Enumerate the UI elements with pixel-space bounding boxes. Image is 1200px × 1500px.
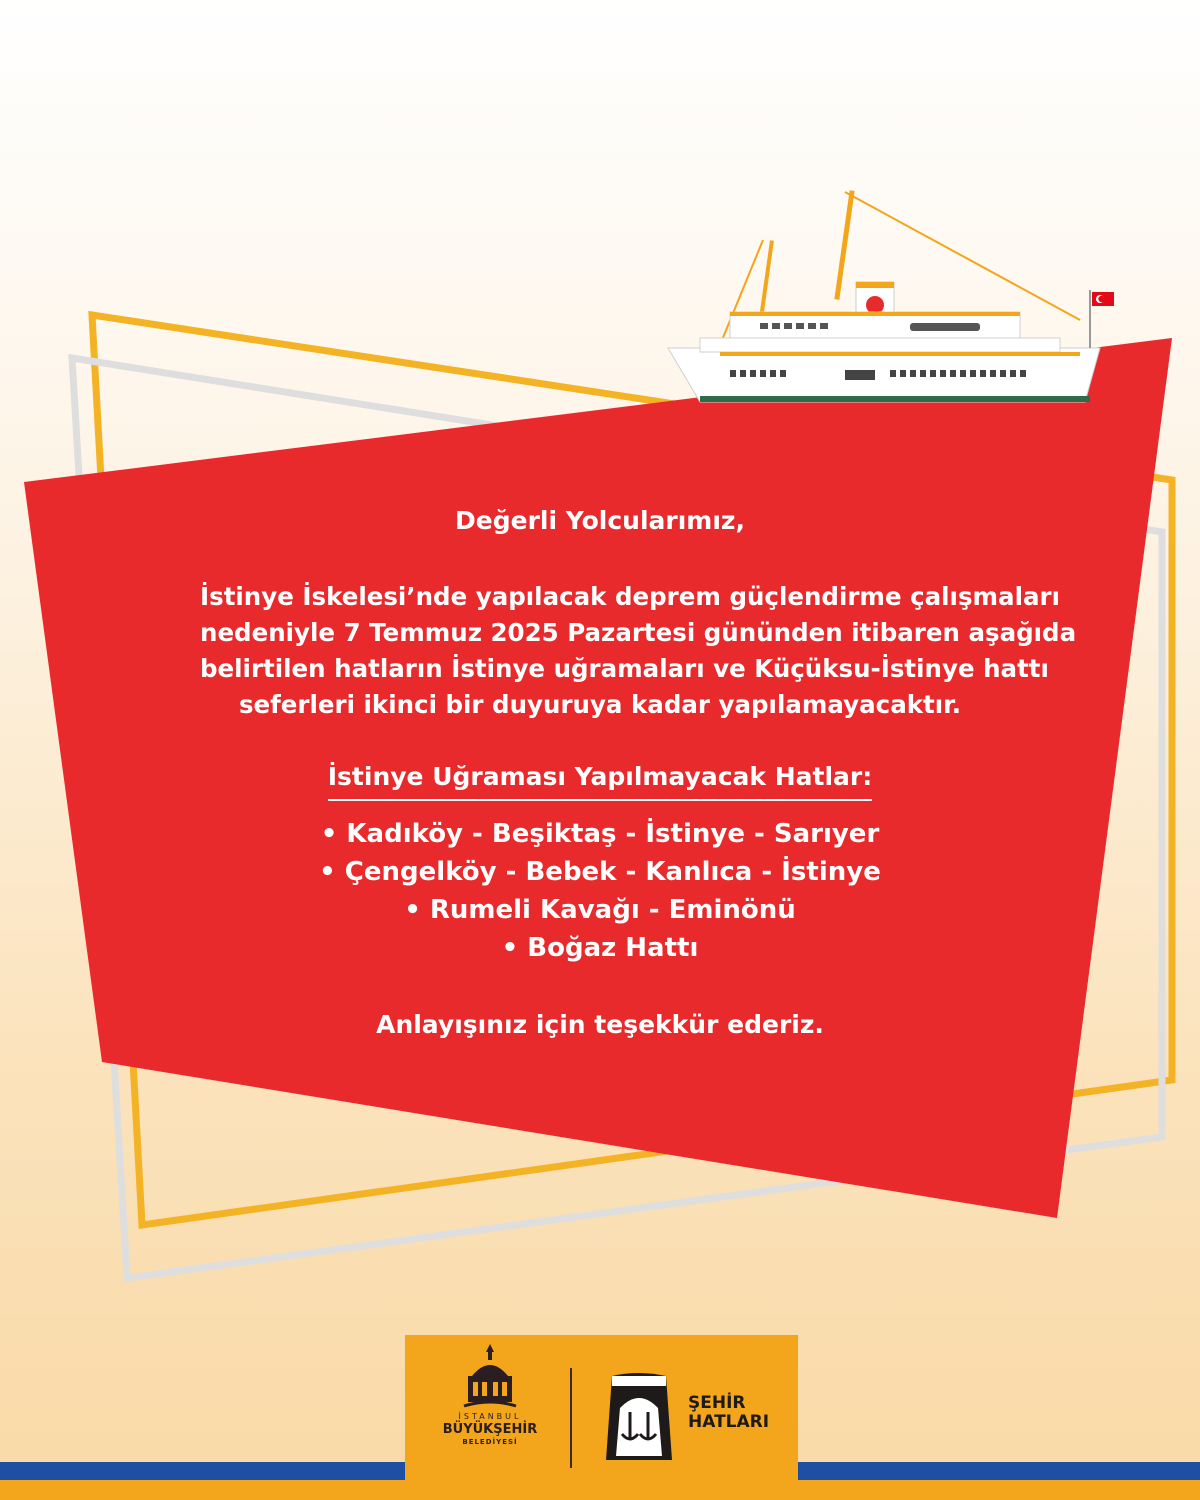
ibb-name: BÜYÜKŞEHİR bbox=[442, 1422, 538, 1437]
route-item: • Boğaz Hattı bbox=[501, 933, 699, 963]
ibb-suffix: BELEDİYESİ bbox=[462, 1438, 518, 1446]
route-item: • Rumeli Kavağı - Eminönü bbox=[404, 895, 796, 925]
ferry-illustration bbox=[660, 180, 1120, 410]
sh-line1: ŞEHİR bbox=[688, 1393, 746, 1413]
footer-divider bbox=[570, 1368, 572, 1468]
ibb-logo-icon bbox=[460, 1340, 520, 1410]
sh-year: 1851 bbox=[630, 1446, 648, 1454]
list-title: İstinye Uğraması Yapılmayacak Hatlar: bbox=[328, 759, 872, 801]
notice-content bbox=[200, 495, 1077, 1043]
sehir-hatlari-logo bbox=[600, 1368, 790, 1468]
body-line: nedeniyle 7 Temmuz 2025 Pazartesi gününden itibaren aşağıda bbox=[200, 618, 1077, 647]
turkish-flag-icon bbox=[1092, 292, 1114, 306]
sh-wordmark bbox=[688, 1394, 769, 1432]
notice-body bbox=[200, 579, 1077, 723]
route-list bbox=[200, 815, 1000, 967]
sh-line2: HATLARI bbox=[688, 1412, 770, 1432]
greeting: Değerli Yolcularımız, bbox=[455, 506, 745, 535]
ibb-city: İSTANBUL bbox=[458, 1412, 522, 1421]
route-item: • Kadıköy - Beşiktaş - İstinye - Sarıyer bbox=[320, 819, 880, 849]
route-item: • Çengelköy - Bebek - Kanlıca - İstinye bbox=[319, 857, 881, 887]
body-line: İstinye İskelesi’nde yapılacak deprem güçlendirme çalışmaları bbox=[200, 582, 1061, 611]
body-line: seferleri ikinci bir duyuruya kadar yapılamayacaktır. bbox=[238, 690, 962, 719]
closing-text: Anlayışınız için teşekkür ederiz. bbox=[376, 1010, 824, 1039]
body-line: belirtilen hatların İstinye uğramaları ve Küçüksu-İstinye hattı bbox=[200, 654, 1049, 683]
ibb-logo bbox=[425, 1340, 555, 1470]
